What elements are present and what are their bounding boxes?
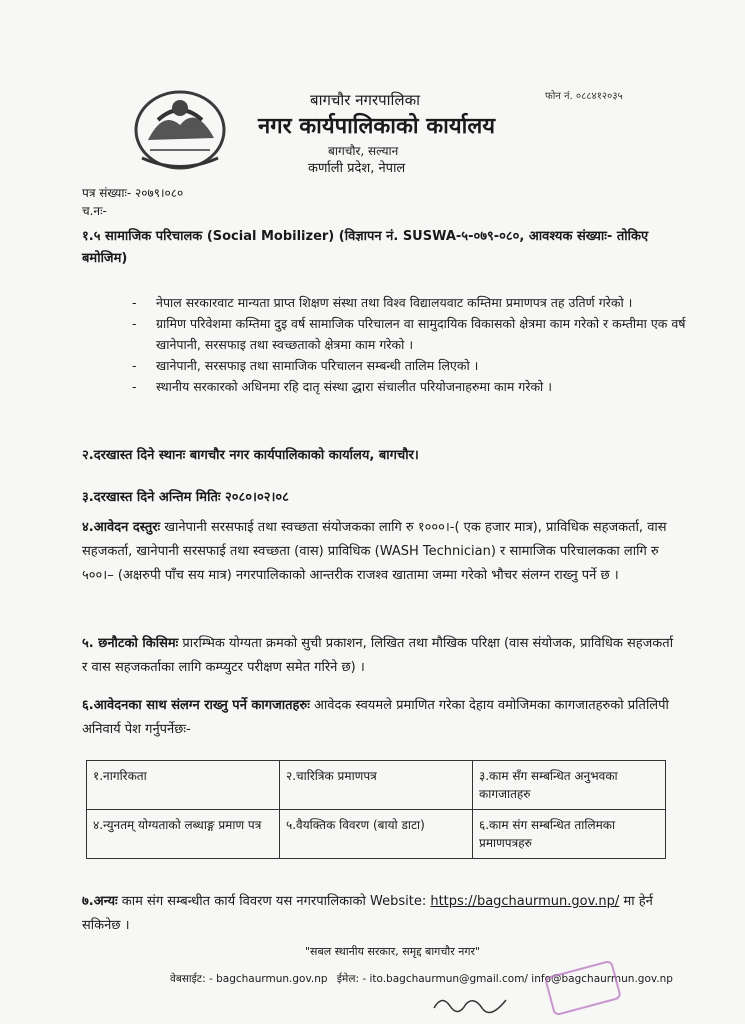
office-address: बागचौर, सल्यान xyxy=(328,144,399,158)
section5 xyxy=(82,632,682,680)
section2 xyxy=(82,444,682,468)
office-name: नगर कार्यपालिकाको कार्यालय xyxy=(258,114,495,139)
footer-email: ईमेल: - ito.bagchaurmun@gmail.com/ info@bagchaurmun.gov.np xyxy=(336,973,673,985)
section2-label: २.दरखास्त दिने स्थानः बागचौर नगर कार्यपालिकाको कार्यालय, बागचौर। xyxy=(82,448,419,463)
section3 xyxy=(82,486,682,510)
section5-text: प्रारम्भिक योग्यता क्रमको सुची प्रकाशन, लिखित तथा मौखिक परिक्षा (वास संयोजक, प्राविधिक सहजकर्ता र वास सहजकर्ताका लागि कम्प्युटर परीक्षण समेत गरिने छ) । xyxy=(82,636,674,675)
municipality-name: बागचौर नगरपालिका xyxy=(310,91,420,109)
dispatch-number: च.नः- xyxy=(82,204,107,218)
office-province: कर्णाली प्रदेश, नेपाल xyxy=(308,161,406,176)
nepal-emblem-icon xyxy=(128,80,232,172)
section3-label: ३.दरखास्त दिने अन्तिम मितिः २०८०।०२।०८ xyxy=(82,490,289,505)
slogan: "सबल स्थानीय सरकार, समृद्द बागचौर नगर" xyxy=(305,945,481,958)
bullet-item: - नेपाल सरकारवाट मान्यता प्राप्त शिक्षण संस्था तथा विश्व विद्यालयवाट कम्तिमा प्रमाणपत्र तह उतिर्ण गरेको । xyxy=(132,292,692,313)
table-cell: १.नागरिकता xyxy=(87,761,280,810)
bullet-item: - खानेपानी, सरसफाइ तथा सामाजिक परिचालन सम्बन्धी तालिम लिएको । xyxy=(132,355,692,376)
phone-number: फोन नं. ०८८४१२०३५ xyxy=(545,91,623,102)
section7 xyxy=(82,890,682,938)
section4-label: ४.आवेदन दस्तुरः xyxy=(82,520,161,535)
website-link[interactable]: https://bagchaurmun.gov.np/ xyxy=(430,894,620,909)
section4 xyxy=(82,516,682,588)
section6-label: ६.आवेदनका साथ संलग्न राख्नु पर्ने कागजातहरुः xyxy=(82,698,310,713)
reference-number: पत्र संख्याः- २०७९।०८० xyxy=(82,186,184,200)
table-cell: ४.न्युनतम् योग्यताको लब्धाङ्ग प्रमाण पत्र xyxy=(87,810,280,859)
table-cell: ६.काम संग सम्बन्धित तालिमका प्रमाणपत्रहरु xyxy=(473,810,666,859)
table-cell: ५.वैयक्तिक विवरण (बायो डाटा) xyxy=(280,810,473,859)
section6 xyxy=(82,694,682,742)
section7-text-after: मा हेर्न सकिनेछ । xyxy=(82,894,653,933)
signature xyxy=(430,990,510,1016)
footer-website: वेबसाईट: - bagchaurmun.gov.np xyxy=(170,973,328,985)
bullet-item: - ग्रामिण परिवेशमा कम्तिमा दुइ वर्ष सामाजिक परिचालन वा सामुदायिक विकासको क्षेत्रमा काम गरेको र कम्तीमा एक वर्ष खानेपानी, सरसफाइ तथा स्वच्छताको क्षेत्रमा काम गरेको । xyxy=(132,313,692,355)
section7-text: काम संग सम्बन्धीत कार्य विवरण यस नगरपालिकाको Website: xyxy=(121,894,427,909)
table-row xyxy=(87,761,666,810)
table-row xyxy=(87,810,666,859)
section4-text: खानेपानी सरसफाई तथा स्वच्छता संयोजकका लागि रु १०००।-( एक हजार मात्र), प्राविधिक सहजकर्ता, वास सहजकर्ता, खानेपानी सरसफाई तथा स्वच्छता (वास) प्राविधिक (WASH Technician) र सामाजिक परिचालकका लागि रु ५००।– (अक्षरुपी पाँच सय मात्र) नगरपालिकाको आन्तरीक राजश्व खातामा जम्मा गरेको भौचर संलग्न राख्नु पर्ने छ । xyxy=(82,520,667,583)
section7-label: ७.अन्यः xyxy=(82,894,118,909)
office-stamp xyxy=(544,960,622,1017)
table-cell: २.चारित्रिक प्रमाणपत्र xyxy=(280,761,473,810)
bullet-item: - स्थानीय सरकारको अधिनमा रहि दातृ संस्था द्धारा संचालीत परियोजनाहरुमा काम गरेको । xyxy=(132,376,692,397)
table-cell: ३.काम सँग सम्बन्धित अनुभवका कागजातहरु xyxy=(473,761,666,810)
section1-bullets xyxy=(132,292,692,397)
section5-label: ५. छनौटको किसिमः xyxy=(82,636,179,651)
section1-heading: १.५ सामाजिक परिचालक (Social Mobilizer) (विज्ञापन नं. SUSWA-५-०७९-०८०, आवश्यक संख्याः- तोकिए बमोजिम) xyxy=(82,229,649,266)
section6-text: आवेदक स्वयमले प्रमाणित गरेका देहाय वमोजिमका कागजातहरुको प्रतिलिपी अनिवार्य पेश गर्नुपर्नेछः- xyxy=(82,698,669,737)
documents-table xyxy=(86,760,666,859)
